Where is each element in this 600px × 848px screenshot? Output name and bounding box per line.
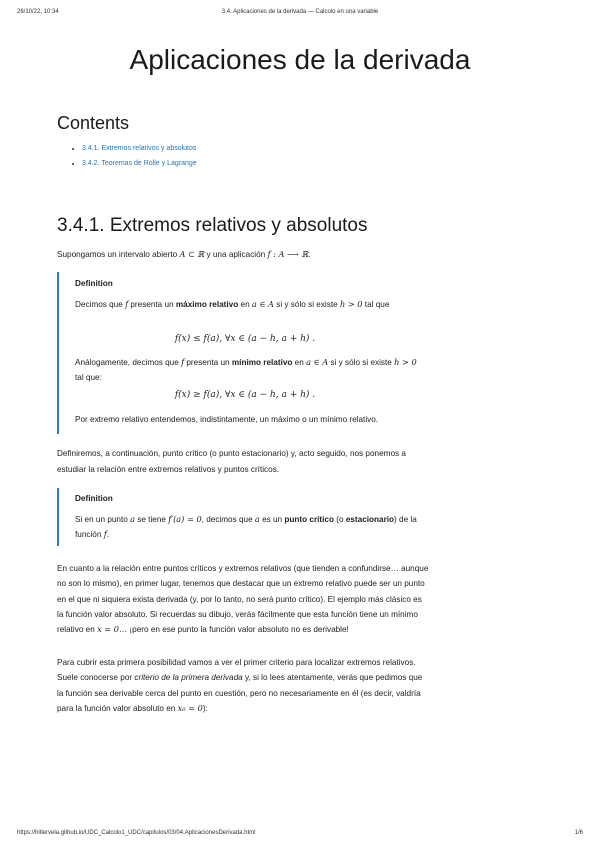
paragraph: En cuanto a la relación entre puntos críticos y extremos relativos (que tienden a confundirse… aunque no son lo mismo), en primer lugar, tenemos que destacar que un extremo relativo puede ser un punto en el que ni siquiera exista derivada (y, por lo tanto, no será punto crítico). El ejemplo más clásico es la función valor absoluto. Si recuerdas su dibujo, verás fácilmente que esta función tiene un mínimo relativo en x = 0… ¡pero en ese punto la función valor absoluto no es derivable! [57,564,429,635]
equation-min: f(x) ≥ f(a), ∀x ∈ (a − h, a + h) . [174,390,316,400]
page-title: Aplicaciones de la derivada [129,44,471,75]
paragraph: Para cubrir esta primera posibilidad vamos a ver el primer criterio para localizar extremos relativos. Suele conocerse por criterio de la primera derivada y, si lo lees atentamente, verás que pedimos que la función sea derivable cerca del punto en cuestión, pero no necesariamente en él (es decir, valdría para la función valor absoluto en x₀ = 0): [57,658,423,713]
definition-text: Análogamente, decimos que f presenta un mínimo relativo en a ∈ A si y sólo si existe h > 0 tal que: [75,357,417,382]
equation-max: f(x) ≤ f(a), ∀x ∈ (a − h, a + h) . [174,334,316,344]
toc-item [82,156,197,171]
paragraph: Definiremos, a continuación, punto crítico (o punto estacionario) y, acto seguido, nos ponemos a estudiar la relación entre extremos relativos y puntos críticos. [57,449,406,474]
toc-link-extremos[interactable]: 3.4.1. Extremos relativos y absolutos [82,145,197,152]
definition-text: Si en un punto a se tiene f′(a) = 0, decimos que a es un punto crítico (o estacionario) de la función f. [75,514,417,539]
definition-text: Por extremo relativo entendemos, indistintamente, un máximo o un mínimo relativo. [75,415,379,424]
print-footer-page: 1/6 [574,830,583,836]
toc-link-teoremas[interactable]: 3.4.2. Teoremas de Rolle y Lagrange [82,160,197,167]
toc-item [82,141,197,156]
intro-paragraph: Supongamos un intervalo abierto A ⊂ ℝ y una aplicación f : A ⟶ ℝ. [57,249,311,259]
print-header-datetime: 26/10/22, 10:34 [17,9,59,15]
definition-title: Definition [75,494,113,503]
print-header-title: 3.4. Aplicaciones de la derivada — Calcolo en una variable [221,9,379,15]
definition-box [57,488,429,546]
definition-title: Definition [75,279,113,288]
contents-heading: Contents [57,113,130,133]
definition-text: Decimos que f presenta un máximo relativo en a ∈ A si y sólo si existe h > 0 tal que [75,299,390,309]
definition-box [57,272,429,434]
table-of-contents [72,141,197,171]
print-footer-url: https://hitlervela.github.io/UDC_Calcolo1_UDC/capitulos/03/04.AplicacionesDerivada.html [17,830,256,836]
section-heading: 3.4.1. Extremos relativos y absolutos [57,215,368,236]
